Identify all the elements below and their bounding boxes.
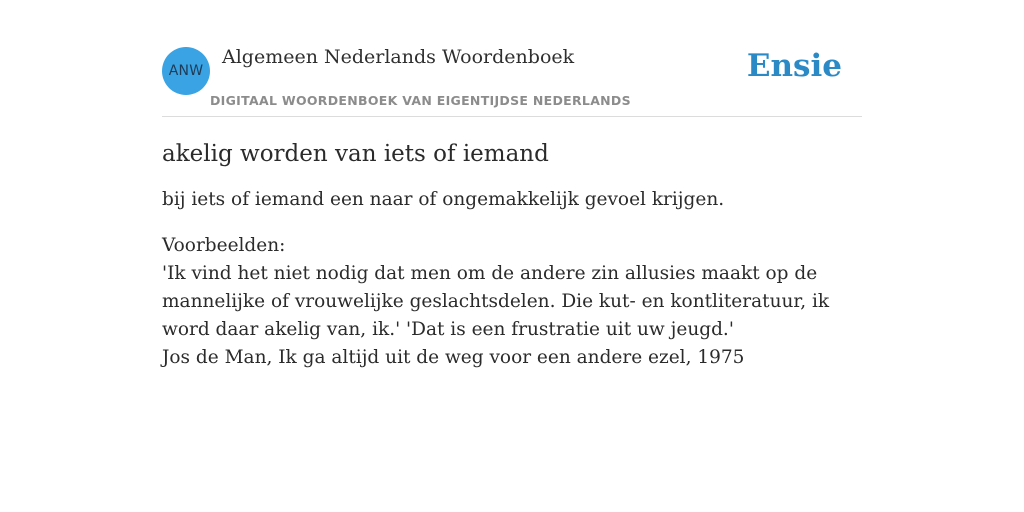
entry-headword: akelig worden van iets of iemand [162, 141, 549, 167]
example-source: Jos de Man, Ik ga altijd uit de weg voor een andere ezel, 1975 [162, 347, 745, 368]
example-quote: 'Ik vind het niet nodig dat men om de andere zin allusies maakt op de mannelijke of vrouwelijke geslachtsdelen. Die kut- en kontliteratuur, ik word daar akelig van, ik.' 'Dat is een frustratie uit uw jeugd.' [162, 263, 830, 340]
site-title[interactable]: Algemeen Nederlands Woordenboek [222, 46, 575, 68]
anw-logo[interactable] [162, 47, 210, 95]
site-header [162, 40, 862, 117]
entry-examples [162, 232, 866, 372]
examples-label: Voorbeelden: [162, 235, 286, 256]
entry-content [162, 134, 866, 372]
entry-definition: bij iets of iemand een naar of ongemakkelijk gevoel krijgen. [162, 189, 725, 210]
ensie-brand-logo[interactable]: Ensie [746, 48, 842, 84]
site-subtitle: DIGITAAL WOORDENBOEK VAN EIGENTIJDSE NEDERLANDS [210, 93, 631, 108]
anw-logo-text: ANW [168, 63, 204, 79]
